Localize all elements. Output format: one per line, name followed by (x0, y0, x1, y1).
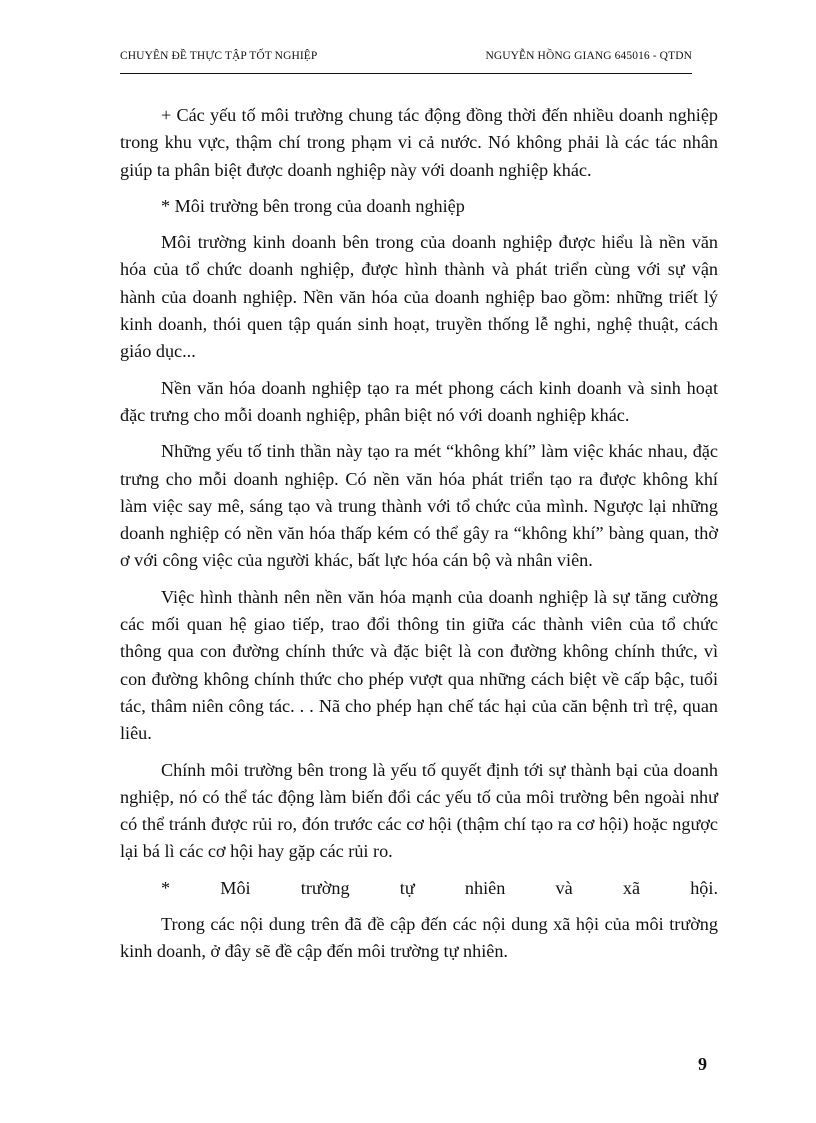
header-rule (120, 73, 692, 74)
paragraph-spiritual-factors: Những yếu tố tinh thần này tạo ra mét “không khí” làm việc khác nhau, đặc trưng cho mỗi doanh nghiệp. Có nền văn hóa phát triển tạo ra được không khí làm việc say mê, sáng tạo và trung thành với tổ chức của mình. Ngược lại những doanh nghiệp có nền văn hóa thấp kém có thể gây ra “không khí” bàng quan, thờ ơ với công việc của người khác, bất lực hóa cán bộ và nhân viên. (120, 441, 718, 571)
heading-word: xã (622, 877, 641, 898)
heading-word: tự (399, 877, 415, 898)
heading-word: hội. (690, 877, 718, 898)
page-body (120, 102, 718, 975)
paragraph-strong-culture: Việc hình thành nên nền văn hóa mạnh của doanh nghiệp là sự tăng cường các mối quan hệ giao tiếp, trao đổi thông tin giữa các thành viên của tổ chức thông qua con đường chính thức và đặc biệt là con đường không chính thức, vì con đường không chính thức cho phép vượt qua những cách biệt về cấp bậc, tuổi tác, thâm niên công tác. . . Nã cho phép hạn chế tác hại của căn bệnh trì trệ, quan liêu. (120, 586, 718, 744)
paragraph-business-culture: Nền văn hóa doanh nghiệp tạo ra mét phong cách kinh doanh và sinh hoạt đặc trưng cho mỗi doanh nghiệp, phân biệt nó với doanh nghiệp khác. (120, 377, 718, 425)
paragraph-decisive-factor: Chính môi trường bên trong là yếu tố quyết định tới sự thành bại của doanh nghiệp, nó có thể tác động làm biến đổi các yếu tố của môi trường bên ngoài như có thể tránh được rủi ro, đón trước các cơ hội (thậm chí tạo ra cơ hội) hoặc ngược lại bá lì các cơ hội hay gặp các rủi ro. (120, 759, 718, 862)
heading-word: * (161, 877, 171, 898)
paragraph-general-factors: + Các yếu tố môi trường chung tác động đồng thời đến nhiều doanh nghiệp trong khu vực, thậm chí trong phạm vi cả nước. Nó không phải là các tác nhân giúp ta phân biệt được doanh nghiệp này với doanh nghiệp khác. (120, 105, 718, 180)
subheading-internal-environment: * Môi trường bên trong của doanh nghiệp (161, 195, 465, 216)
page-number: 9 (698, 1054, 707, 1074)
heading-word: trường (300, 877, 350, 898)
subheading-natural-social-environment (120, 875, 718, 902)
paragraph-natural-environment: Trong các nội dung trên đã đề cập đến các nội dung xã hội của môi trường kinh doanh, ở đây sẽ đề cập đến môi trường tự nhiên. (120, 914, 718, 962)
heading-word: Môi (220, 877, 251, 898)
header-author: NGUYỄN HỒNG GIANG 645016 - QTDN (485, 50, 692, 62)
page-header (120, 50, 692, 70)
heading-word: nhiên (464, 877, 506, 898)
header-title: CHUYÊN ĐỀ THỰC TẬP TỐT NGHIỆP (120, 50, 318, 62)
paragraph-internal-environment: Môi trường kinh doanh bên trong của doanh nghiệp được hiểu là nền văn hóa của tổ chức doanh nghiệp, được hình thành và phát triển cùng với sự vận hành của doanh nghiệp. Nền văn hóa của doanh nghiệp bao gồm: những triết lý kinh doanh, thói quen tập quán sinh hoạt, truyền thống lễ nghi, nghệ thuật, cách giáo dục... (120, 232, 718, 362)
heading-word: và (555, 877, 573, 898)
